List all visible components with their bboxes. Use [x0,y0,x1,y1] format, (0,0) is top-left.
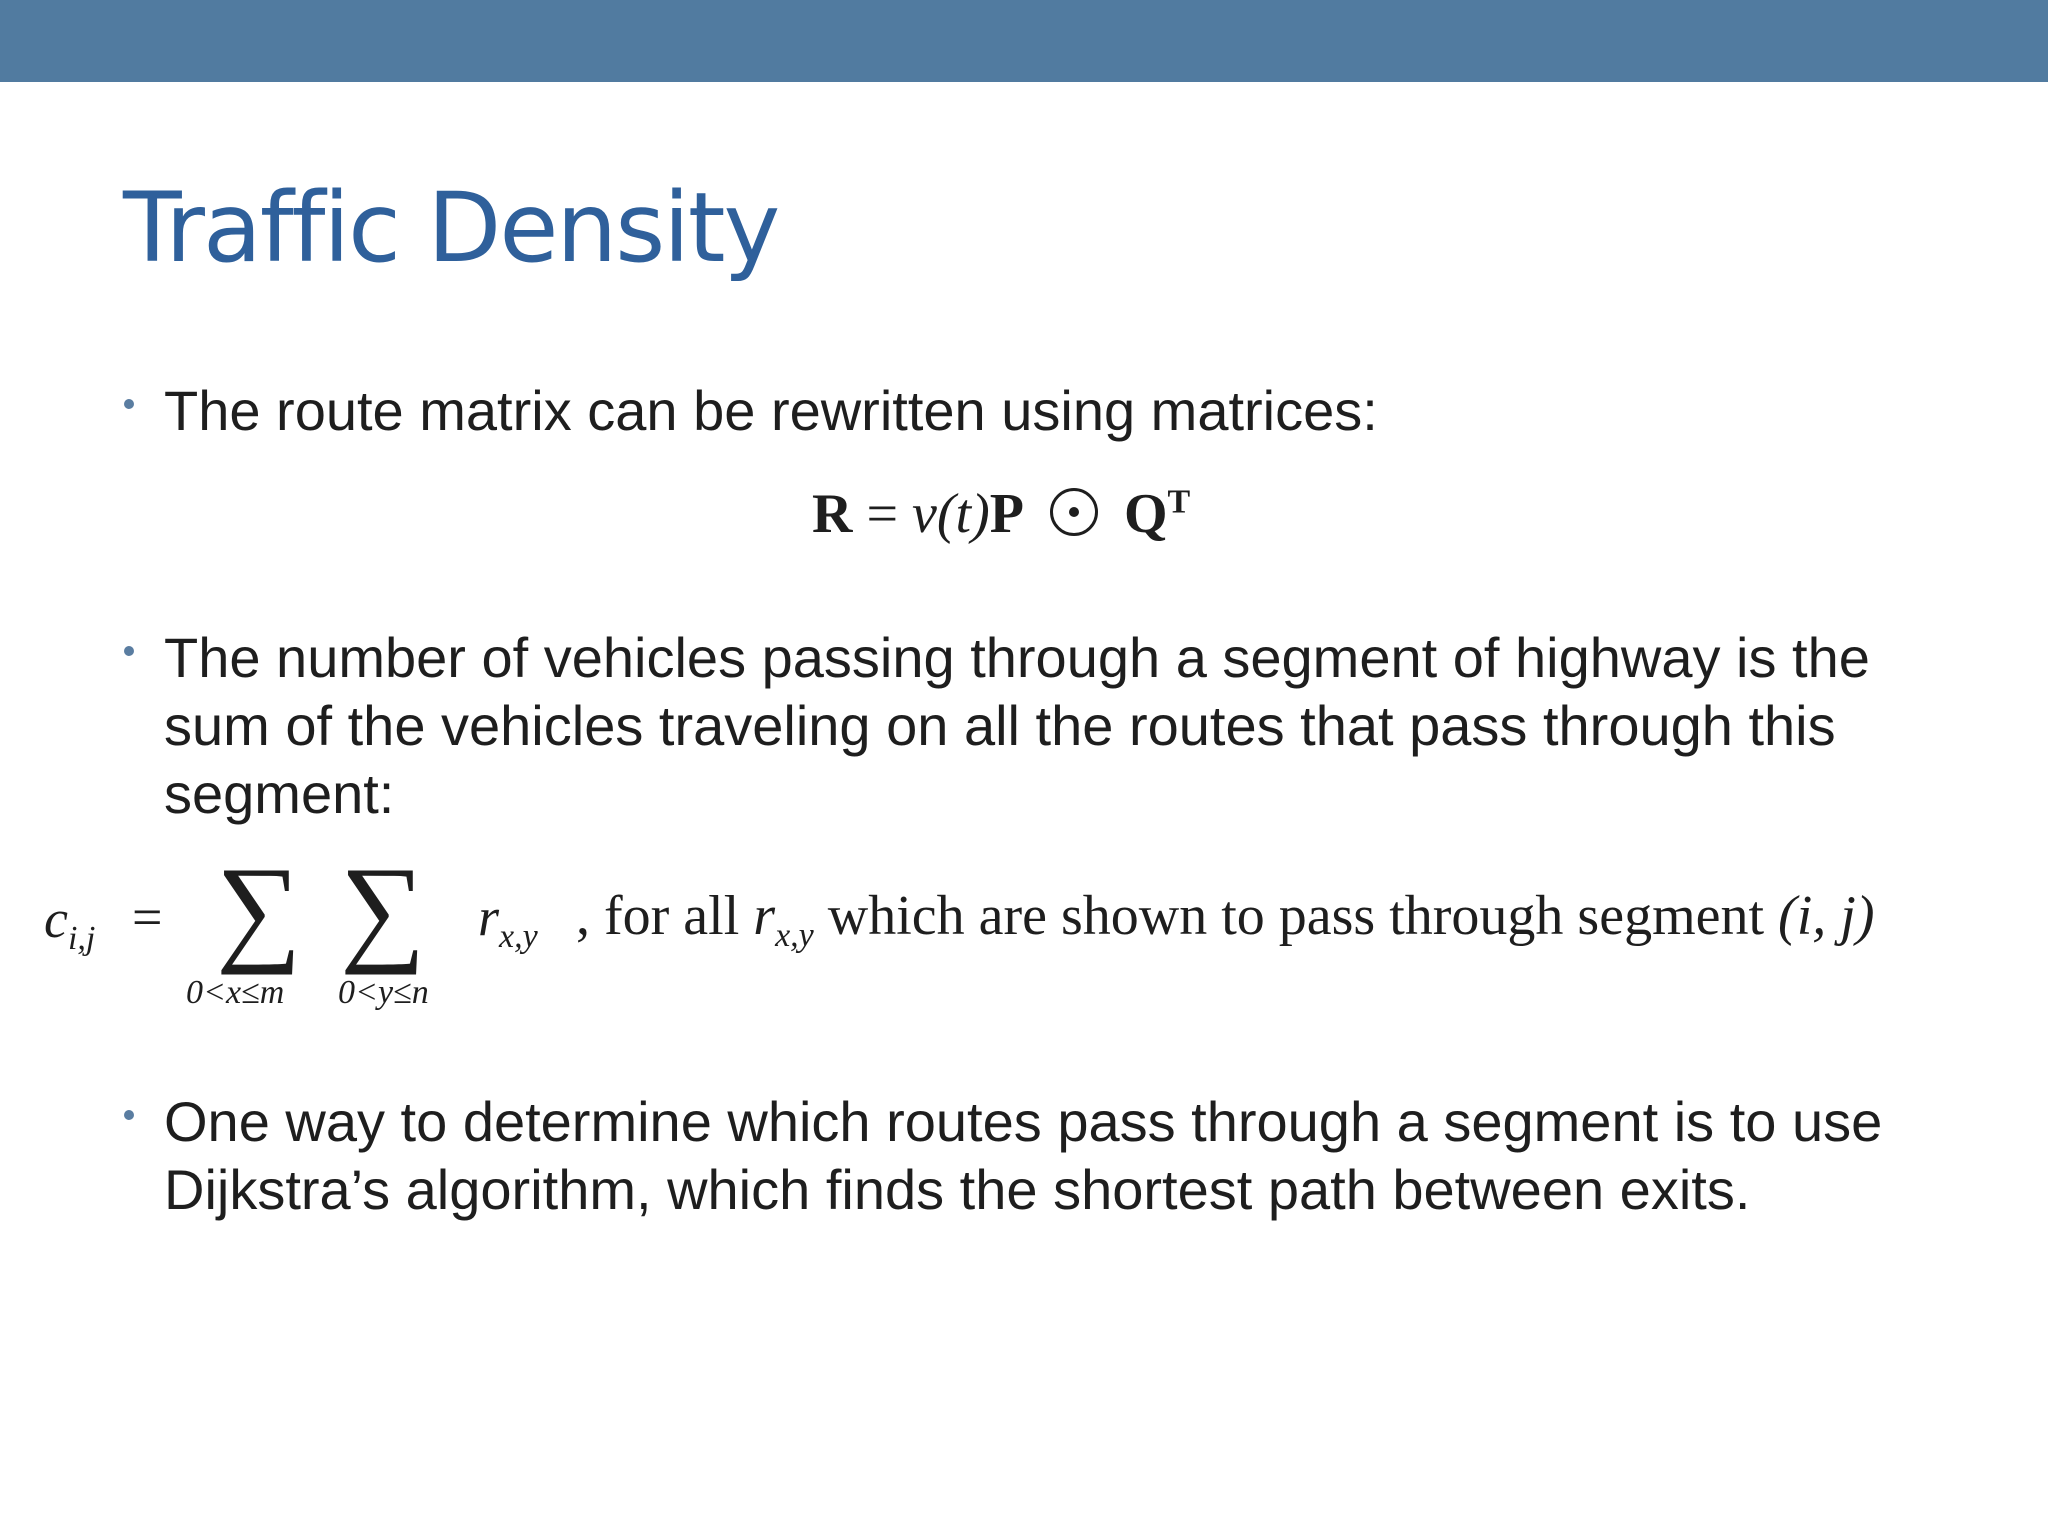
route-matrix-equation [812,482,1190,546]
matrix-q: Q [1123,483,1168,545]
slide-title: Traffic Density [123,172,779,284]
top-banner [0,0,2048,82]
matrix-p: P [989,483,1024,545]
bullet-dot [124,1110,134,1120]
r-xy: $r_{x,y}$ [478,887,538,955]
sum-condition: , for all $r_{x,y}$ which are shown to pass through segment (i, j) [576,885,1875,955]
matrix-r: R [812,483,853,545]
bullet-text: One way to determine which routes pass through a segment is to use Dijkstra’s algorithm, which finds the shortest path between exits. [164,1090,1883,1221]
sum-limit-y: 0<y≤n [338,974,429,1011]
bullet-dot [124,399,134,409]
equals-sign: = [866,483,899,545]
c-ij: $c_{i,j}$ [44,889,96,957]
bullet-dot [124,646,134,656]
segment-count-equation [0,840,2048,1030]
sum-limit-x: 0<x≤m [186,974,285,1011]
hadamard-product-icon [1050,488,1098,536]
transpose-mark: T [1167,483,1191,521]
bullet-text: The route matrix can be rewritten using matrices: [164,379,1378,442]
sum-icon: ∑ [216,842,302,975]
equals-sign: = [132,887,163,947]
v-of-t: v(t) [912,483,990,545]
sum-icon: ∑ [340,842,426,975]
bullet-text: The number of vehicles passing through a segment of highway is the sum of the vehicles traveling on all the routes that pass through this segment: [164,626,1870,825]
